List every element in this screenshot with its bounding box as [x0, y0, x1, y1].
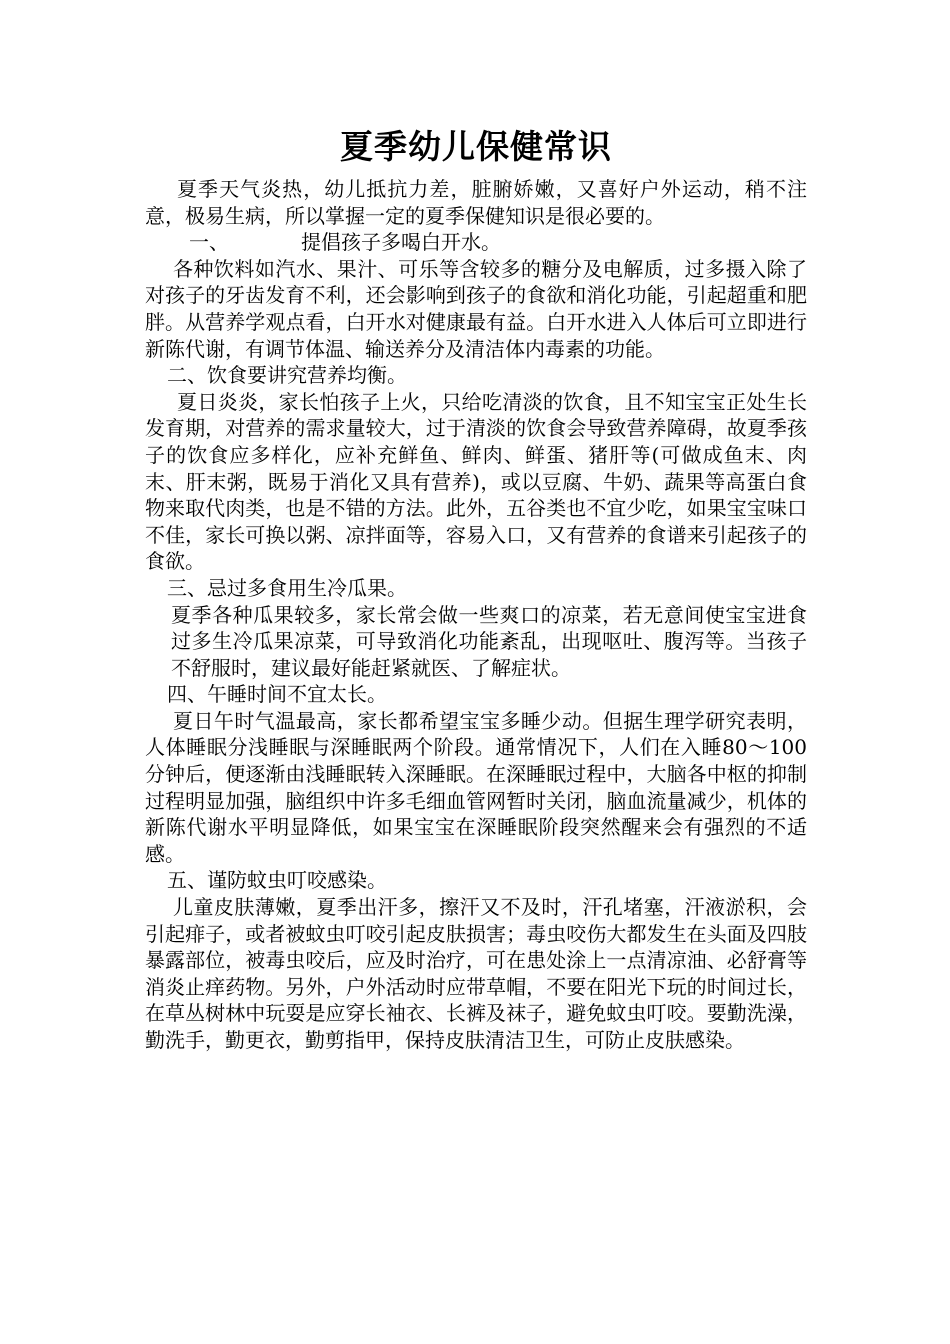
section-1-number: 一、: [189, 230, 229, 255]
section-4-heading: 四、午睡时间不宜太长。: [167, 682, 387, 707]
intro-paragraph: 夏季天气炎热，幼儿抵抗力差，脏腑娇嫩，又喜好户外运动，稍不注意，极易生病，所以掌握一定的夏季保健知识是很必要的。: [145, 177, 807, 228]
section-3-body: 夏季各种瓜果较多，家长常会做一些爽口的凉菜，若无意间使宝宝进食过多生冷瓜果凉菜，可导致消化功能紊乱，出现呕吐、腹泻等。当孩子不舒服时，建议最好能赶紧就医、了解症状。: [171, 602, 807, 680]
document-title: 夏季幼儿保健常识: [340, 127, 612, 166]
section-2-body: 夏日炎炎，家长怕孩子上火，只给吃清淡的饮食，且不知宝宝正处生长发育期，对营养的需求量较大，过于清淡的饮食会导致营养障碍，故夏季孩子的饮食应多样化，应补充鲜鱼、鲜肉、鲜蛋、猪肝等(可做成鱼末、肉末、肝末粥，既易于消化又具有营养)，或以豆腐、牛奶、蔬果等高蛋白食物来取代肉类，也是不错的方法。此外，五谷类也不宜少吃，如果宝宝味口不佳，家长可换以粥、凉拌面等，容易入口，又有营养的食谱来引起孩子的食欲。: [145, 389, 807, 574]
section-4-body: 夏日午时气温最高，家长都希望宝宝多睡少动。但据生理学研究表明，人体睡眠分浅睡眠与深睡眠两个阶段。通常情况下，人们在入睡80～100分钟后，便逐渐由浅睡眠转入深睡眠。在深睡眠过程中，大脑各中枢的抑制过程明显加强，脑组织中许多毛细血管网暂时关闭，脑血流量减少，机体的新陈代谢水平明显降低，如果宝宝在深睡眠阶段突然醒来会有强烈的不适感。: [145, 708, 807, 866]
section-1-heading: [145, 229, 807, 256]
section-5-body: 儿童皮肤薄嫩，夏季出汗多，擦汗又不及时，汗孔堵塞，汗液淤积，会引起痱子，或者被蚊虫叮咬引起皮肤损害；毒虫咬伤大都发生在头面及四肢暴露部位，被毒虫咬后，应及时治疗，可在患处涂上一点清凉油、必舒膏等消炎止痒药物。另外，户外活动时应带草帽，不要在阳光下玩的时间过长，在草丛树林中玩耍是应穿长袖衣、长裤及袜子，避免蚊虫叮咬。要勤洗澡，勤洗手，勤更衣，勤剪指甲，保持皮肤清洁卫生，可防止皮肤感染。: [145, 895, 807, 1052]
section-1-heading-text: 提倡孩子多喝白开水。: [301, 230, 501, 255]
section-3-heading: 三、忌过多食用生冷瓜果。: [167, 575, 407, 600]
document-page: [145, 118, 807, 1054]
section-1-body: 各种饮料如汽水、果汁、可乐等含较多的糖分及电解质，过多摄入除了对孩子的牙齿发育不利，还会影响到孩子的食欲和消化功能，引起超重和肥胖。从营养学观点看，白开水对健康最有益。白开水进入人体后可立即进行新陈代谢，有调节体温、输送养分及清洁体内毒素的功能。: [145, 256, 807, 361]
section-2-heading: 二、饮食要讲究营养均衡。: [167, 363, 407, 388]
section-5-heading: 五、谨防蚊虫叮咬感染。: [167, 868, 387, 893]
